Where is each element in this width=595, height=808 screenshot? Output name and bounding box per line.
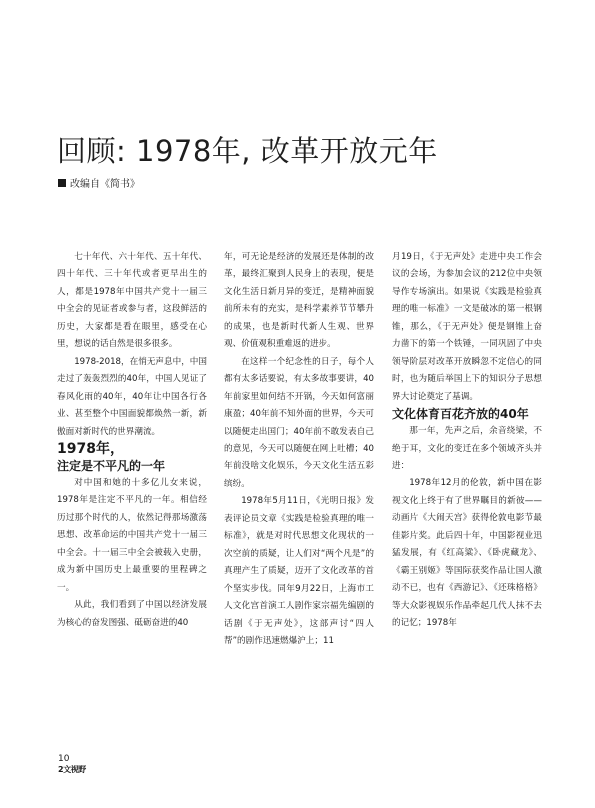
paragraph: 在这样一个纪念性的日子，每个人都有太多话要说，有太多故事要讲，40年前家里如何结不开锅，今天如何富丽康盈；40年前不知外面的世界，今天可以随便走出国门；40年前不敢发表自己的意见，今天可以随便在网上吐槽；40年前没啥文化娱乐，今天文化生活五彩缤纷。 [224, 356, 374, 489]
section-heading: 文化体育百花齐放的40年 [392, 407, 529, 422]
section-heading-line-2: 注定是不平凡的一年 [57, 458, 166, 473]
article-title: 回顾: 1978年, 改革开放元年 [57, 134, 438, 168]
text-column-1 [57, 249, 207, 632]
paragraph: 对中国和她的十多亿儿女来说，1978年是注定不平凡的一年。相信经历过那个时代的人，依然记得那场激荡思想、改革命运的中国共产党十一届三中全会。十一届三中全会被载入史册，成为新中国历史上最重要的里程碑之一。 [57, 477, 207, 593]
paragraph: 1978年12月的伦敦，新中国在影视文化上终于有了世界瞩目的新彼——动画片《大闹天宫》获得伦敦电影节最佳影片奖。此后四十年，中国影视业迅猛发展，有《红高粱》、《卧虎藏龙》、《霸王别姬》等国际获奖作品让国人激动不已，也有《西游记》、《还珠格格》等大众影视娱乐作品牵起几代人抹不去的记忆；1978年 [392, 478, 542, 629]
paragraph: 那一年，先声之后，余音绕梁，不绝于耳，文化的变迁在多个领域齐头并进： [392, 426, 542, 471]
paragraph: 从此，我们看到了中国以经济发展为核心的奋发图强、砥砺奋进的40 [57, 600, 207, 628]
square-bullet-icon [58, 179, 66, 187]
source-label: 改编自《简书》 [70, 179, 140, 190]
paragraph: 1978年5月11日，《光明日报》发表评论员文章《实践是检验真理的唯一标准》，就是对时代思想文化现状的一次空前的质疑，让人们对“两个凡是”的真理产生了质疑，迈开了文化改革的首个坚实步伐。同年9月22日，上海市工人文化宫首演工人剧作家宗福先编剧的话剧《于无声处》，这部声讨“四人帮”的剧作迅速燃爆沪上；11 [224, 496, 374, 646]
paragraph: 1978-2018，在悄无声息中，中国走过了轰轰烈烈的40年，中国人见证了春风化雨的40年，40年让中国各行各业、甚至整个中国面貌都焕然一新，新傲面对新时代的世界潮流。 [57, 356, 207, 437]
text-column-3 [392, 249, 542, 633]
page-number: 10 [58, 754, 70, 764]
magazine-logo: 2文视野 [58, 765, 86, 774]
article-source [58, 178, 140, 192]
text-column-2 [224, 249, 374, 650]
paragraph: 年，可无论是经济的发展还是体制的改革，最终汇聚到人民身上的表现，便是文化生活日新月异的变迁，是精神面貌前所未有的充实，是科学素养节节攀升的成果，也是新时代新人生观、世界观、价值观积重难返的进步。 [224, 252, 374, 350]
section-heading-line-1: 1978年， [57, 440, 124, 457]
paragraph: 七十年代、六十年代、五十年代、四十年代、三十年代或者更早出生的人，都是1978年中国共产党十一届三中全会的见证者或参与者，这段鲜活的历史，大家都是看在眼里，感受在心里，想说的话自然是很多很多。 [57, 252, 207, 350]
paragraph: 月19日，《于无声处》走进中央工作会议的会场，为参加会议的212位中央领导作专场演出。如果说《实践是检验真理的唯一标准》一文是破冰的第一根钢锥，那么，《于无声处》便是钢锥上奋力凿下的第一个铁锤，一同巩固了中央领导阶层对改革开放瞬忽不定信心的同时，也为随后举国上下的知识分子思想界大讨论奠定了基调。 [392, 252, 542, 402]
